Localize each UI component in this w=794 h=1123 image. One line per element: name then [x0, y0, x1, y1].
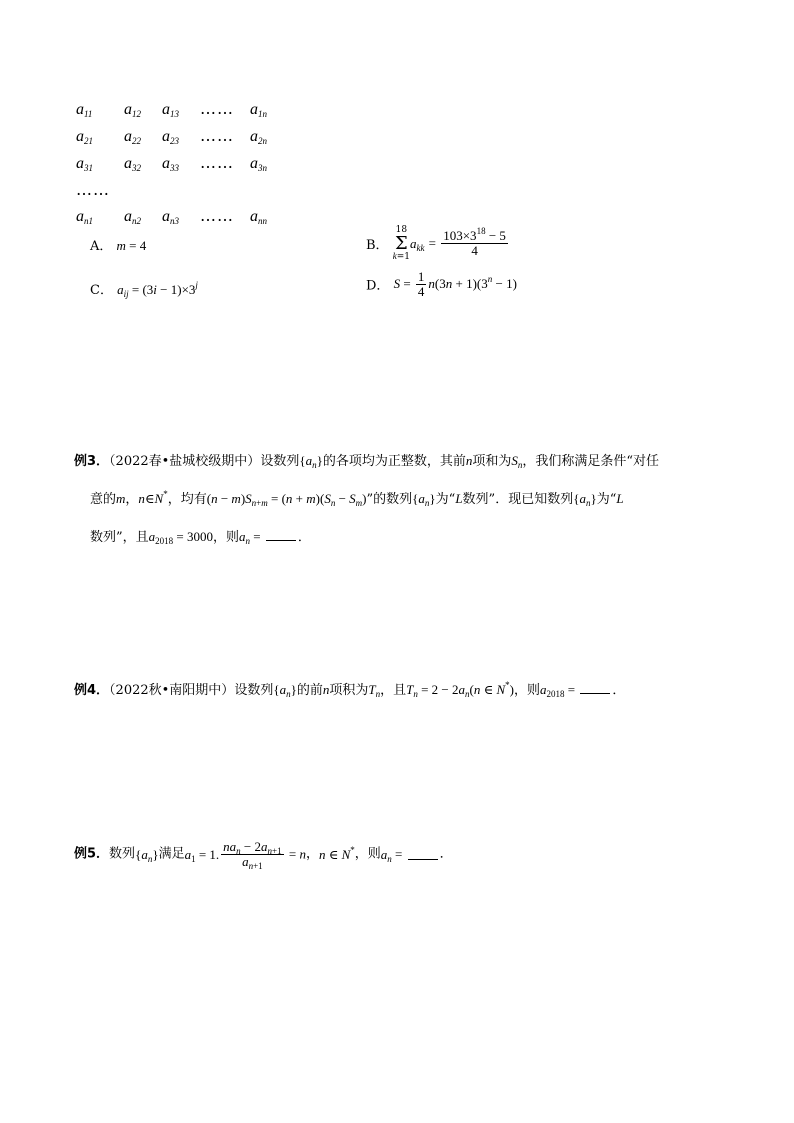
answer-blank[interactable] [266, 529, 296, 541]
option-b: B． 18 Σ $k=1a_{kk}$ = $\frac{103\times 3^{18} - 5}{4}$ [366, 225, 506, 262]
matrix [76, 96, 267, 230]
answer-blank[interactable] [580, 682, 610, 694]
option-a: A． m = 4 [90, 238, 147, 254]
matrix-row: $a_{31}$ $a_{32}$ $a_{33}$ …… $a_{3n}$ [76, 153, 267, 173]
matrix-row: $a_{11}$ $a_{12}$ $a_{13}$ …… $a_{1n}$ [76, 99, 267, 119]
option-b-label: B． [366, 238, 389, 254]
answer-blank[interactable] [408, 848, 438, 860]
matrix-row: $a_{21}$ $a_{22}$ $a_{23}$ …… $a_{2n}$ [76, 126, 267, 146]
option-c-label: C． [90, 283, 113, 298]
example-3-label: 例3． [74, 454, 110, 469]
example-4-source: （2022秋•南阳期中） [109, 683, 235, 698]
example-3: 例3．（2022春•盐城校级期中）设数列$\{a_n\}$的各项均为正整数，其前n项和为$S_n$，我们称满足条件“对任 意的m，n∈N*，均有$(n - m)S_{n+m} = (n + m)(S_n - S_m)$”的数列$\{a_n\}$为“L数列”．现已知数列$\{a_n\}$为“L 数列”，且$a_{2018} = 3000$，则$a_n$ = ． [74, 453, 660, 546]
example-3-value: 3000 [187, 529, 213, 544]
example-3-source: （2022春•盐城校级期中） [109, 454, 261, 469]
example-5-label: 例5． [74, 846, 110, 862]
example-4: 例4．（2022秋•南阳期中）设数列$\{a_n\}$的前n项积为$T_n$，且$T_n = 2 - 2a_n(n$ ∈ N*)，则$a_{2018}$ = ． [74, 680, 626, 699]
matrix-row: $a_{n1}$ $a_{n2}$ $a_{n3}$ …… $a_{nn}$ [76, 206, 267, 226]
option-d: D． S = $\frac{1}{4}$ $n(3n + 1)(3^n - 1)$ [366, 269, 517, 299]
matrix-row: …… [76, 180, 110, 199]
option-c: C． $a_{ij} = (3i - 1)\times 3^j$ [90, 280, 198, 299]
example-4-label: 例4． [74, 683, 110, 698]
option-d-label: D． [366, 278, 390, 294]
example-5: 例5．数列$\{a_n\}$满足$a_1 = 1$. $\frac{na_n - 2a_{n+1}}{a_{n+1}}$ = n，n ∈ N*，则$a_n$ = ． [74, 839, 453, 871]
option-a-label: A． [90, 239, 113, 254]
